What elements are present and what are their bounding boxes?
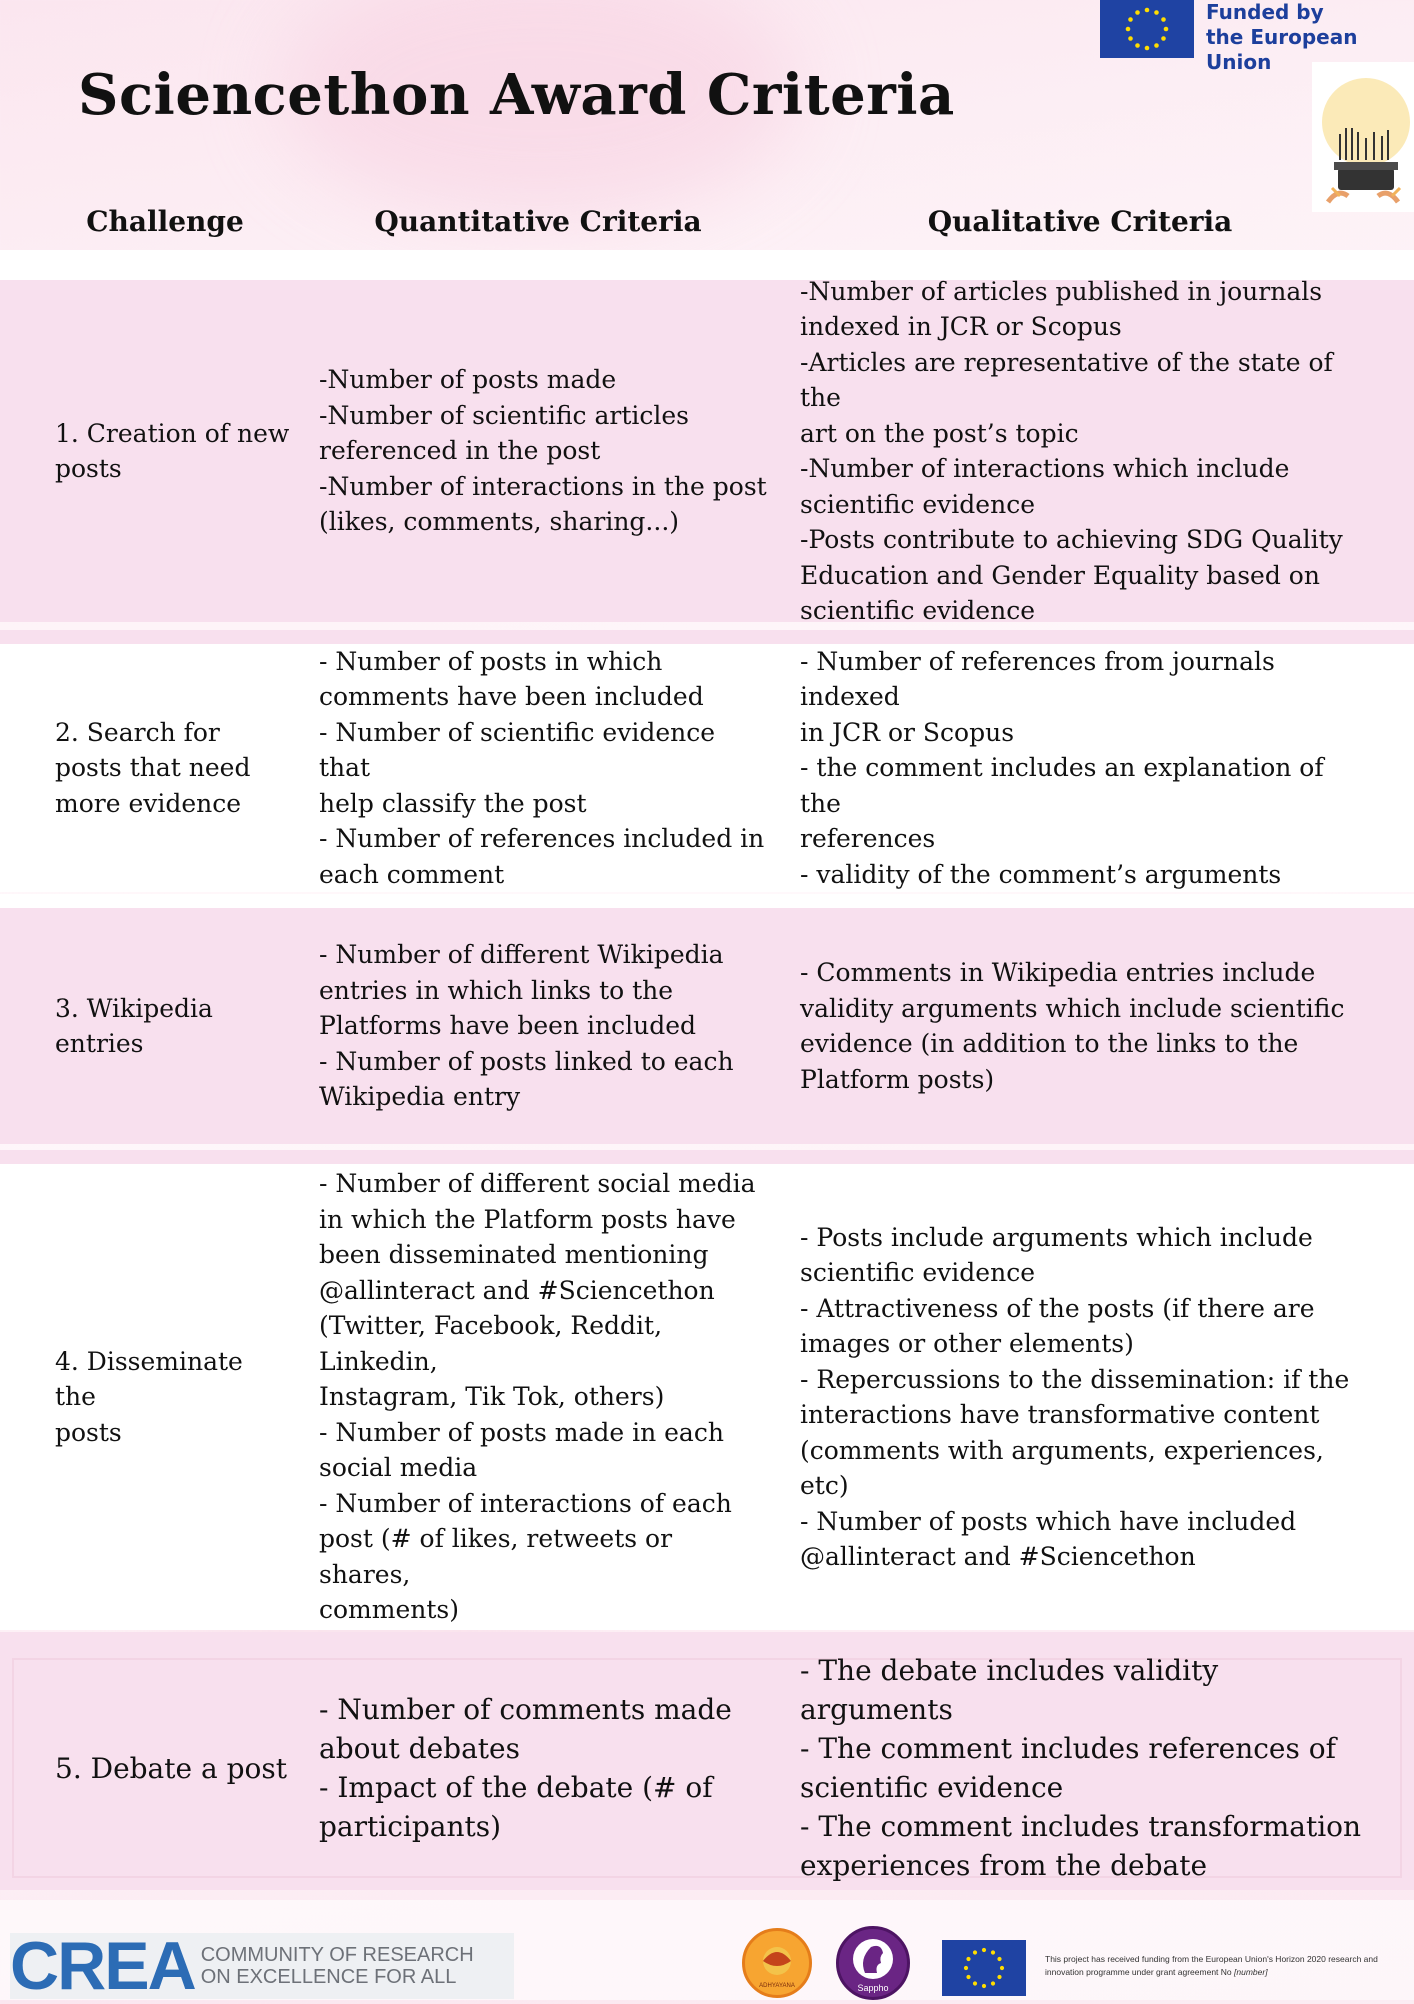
grant-number: [number] [1234,1967,1268,1977]
page-title: Sciencethon Award Criteria [78,62,955,128]
crea-wordmark: CREA [10,1928,195,2004]
challenge-cell: 4. Disseminate the posts [55,1346,243,1447]
table-row [0,1632,1414,1890]
qualitative-cell: - Comments in Wikipedia entries include validity arguments which include scientific evidence (in addition to the links to the Platform posts) [800,958,1345,1094]
quantitative-cell: - Number of different social media in which the Platform posts have been disseminated mentioning @allinteract and #Sciencethon (Twitter, Facebook, Reddit, Linkedin, Instagram, Tik Tok, others) - Number of posts made in each social media - Number of interactions of each post (# of likes, retweets or shares, comments) [319,1169,756,1625]
grant-disclaimer: This project has received funding from the European Union's Horizon 2020 research and innovation programme under grant agreement No [number] [1045,1954,1378,1977]
table-row [0,1150,1414,1630]
challenge-cell: 2. Search for posts that need more evidence [55,717,251,818]
qualitative-cell: - Posts include arguments which include scientific evidence - Attractiveness of the posts (if there are images or other elements) - Repercussions to the dissemination: if the interactions have transformative content (comments with arguments, experiences, etc) - Number of posts which have included @allinteract and #Sciencethon [800,1222,1350,1571]
quantitative-cell: -Number of posts made -Number of scientific articles referenced in the post -Number of interactions in the post (likes, comments, sharing...) [319,365,767,537]
challenge-cell: 3. Wikipedia entries [55,993,213,1058]
table-row [0,894,1414,1144]
column-header-qualitative: Qualitative Criteria [927,205,1233,238]
crea-tagline: COMMUNITY OF RESEARCH ON EXCELLENCE FOR ALL [200,1944,474,1988]
eu-flag-icon [942,1940,1026,1996]
funded-by-eu-label [1206,0,1414,74]
sappho-logo: Sappho [836,1926,910,2000]
challenge-cell: 5. Debate a post [55,1751,287,1785]
qualitative-cell: - The debate includes validity arguments - The comment includes references of scientific evidence - The comment includes transformation experiences from the debate [800,1654,1362,1882]
adhyayana-logo [742,1928,812,1998]
qualitative-cell: -Number of articles published in journals indexed in JCR or Scopus -Articles are representative of the state of the art on the post’s topic -Number of interactions which include scientific evidence -Posts contribute to achieving SDG Quality Education and Gender Equality based on scientific evidence [800,276,1343,625]
table-row [0,266,1414,625]
challenge-cell: 1. Creation of new posts [55,418,290,483]
column-header-challenge: Challenge [86,205,244,238]
quantitative-cell: - Number of posts in which comments have been included - Number of scientific evidence that help classify the post - Number of references included in each comment [319,646,765,889]
crea-logo [10,1928,514,2004]
funded-line-1: Funded by [1206,0,1324,24]
column-header-quantitative: Quantitative Criteria [374,205,702,238]
qualitative-cell: - Number of references from journals indexed in JCR or Scopus - the comment includes an explanation of the references - validity of the comment’s arguments [800,646,1324,889]
eu-flag-icon [1100,0,1194,58]
svg-text:ADHYAYANA: ADHYAYANA [759,1983,795,1989]
quantitative-cell: - Number of comments made about debates - Impact of the debate (# of participants) [319,1693,732,1843]
quantitative-cell: - Number of different Wikipedia entries in which links to the Platforms have been included - Number of posts linked to each Wikipedia entry [319,940,734,1112]
funded-line-2: the European Union [1206,25,1358,74]
table-row [0,630,1414,892]
allinteract-logo [1312,62,1414,212]
